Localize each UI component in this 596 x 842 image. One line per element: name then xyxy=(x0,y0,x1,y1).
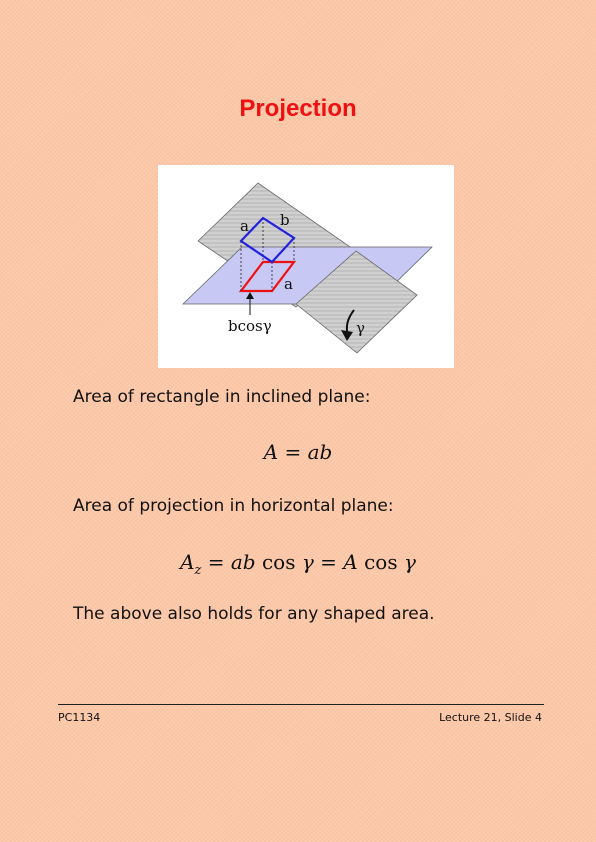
equation-area xyxy=(0,439,596,465)
eq2-lhs-sub: z xyxy=(194,563,202,578)
footer-slide-info: Lecture 21, Slide 4 xyxy=(439,711,542,724)
projection-diagram-svg xyxy=(158,165,454,368)
label-bcos-gamma: bcosγ xyxy=(228,317,272,335)
eq2-mid: ab xyxy=(230,550,256,574)
eq2-rhs: A xyxy=(343,550,358,574)
eq2-cos-2: cos xyxy=(364,550,398,574)
eq2-cos-1: cos xyxy=(261,550,296,574)
eq2-gamma-2: γ xyxy=(403,550,416,574)
eq1-equals: = xyxy=(284,440,302,464)
projection-diagram xyxy=(158,165,454,368)
eq2-equals-2: = xyxy=(320,550,337,574)
text-line-any-shape: The above also holds for any shaped area. xyxy=(73,604,435,624)
text-line-inclined: Area of rectangle in inclined plane: xyxy=(73,387,371,407)
text-line-projection: Area of projection in horizontal plane: xyxy=(73,496,394,516)
label-a-top: a xyxy=(240,217,249,235)
footer-course-code: PC1134 xyxy=(58,711,101,724)
eq2-gamma-1: γ xyxy=(301,550,314,574)
label-a-bottom: a xyxy=(284,275,293,293)
eq2-equals-1: = xyxy=(207,550,225,574)
eq1-rhs: ab xyxy=(307,440,333,464)
label-b: b xyxy=(280,211,290,229)
footer-rule xyxy=(58,704,544,705)
eq1-lhs: A xyxy=(263,440,279,464)
equation-projection xyxy=(0,549,596,584)
label-gamma: γ xyxy=(356,319,365,337)
slide-title: Projection xyxy=(239,95,357,122)
eq2-lhs: A xyxy=(180,550,195,574)
